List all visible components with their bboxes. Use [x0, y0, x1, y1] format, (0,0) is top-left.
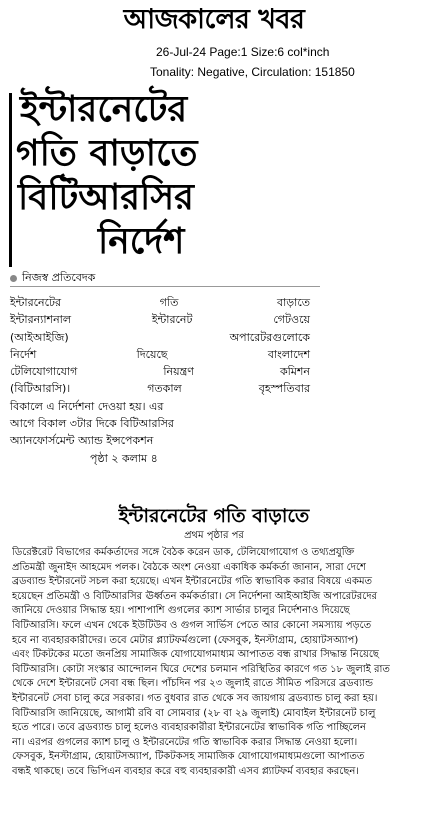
intro-line: নির্দেশ দিয়েছে বাংলাদেশ — [10, 347, 310, 361]
article-intro — [10, 294, 310, 467]
body-line: হতে পারে। তবে ব্রডব্যান্ড চালু হলেও ব্যবহারকারীরা ইন্টারনেটের স্বাভাবিক গতি পাচ্ছিলেন — [12, 722, 366, 734]
body-line: হবে না ব্যবহারকারীদের। তবে মেটার প্ল্যাটফর্মগুলো (ফেসবুক, ইনস্টাগ্রাম, হোয়াটসঅ্যাপ) — [12, 634, 359, 646]
body-line: হয়েছেন প্রতিমন্ত্রী ও বিটিআরসির ঊর্ধ্বতন কর্মকর্তারা। সে নির্দেশনা আইআইজি অপারেটরদের — [12, 590, 378, 602]
bullet-icon — [10, 275, 17, 282]
continuation-note: পৃষ্ঠা ২ কলাম ৪ — [90, 451, 158, 465]
continued-headline: ইন্টারনেটের গতি বাড়াতে — [118, 505, 310, 527]
body-line: জানিয়ে দেওয়ার সিদ্ধান্ত হয়। পাশাপাশি গুগলের ক্যাশ সার্ভার চালুর নির্দেশনাও দিয়েছে — [12, 605, 350, 617]
intro-line: টেলিযোগাযোগ নিয়ন্ত্রণ কমিশন — [10, 365, 310, 379]
body-line: থেকে দেশে ইন্টারনেট সেবা বন্ধ ছিল। পাঁচদিন পর ২৩ জুলাই রাতে সীমিত পরিসরে ব্রডব্যান্ড — [12, 678, 373, 690]
body-line: ইন্টারনেট সেবা চালু করে সরকার। গত বুধবার রাত থেকে সব জায়গায় ব্রডব্যান্ড চালু করা হয়। — [12, 692, 378, 704]
body-line: বিটিআরসি জানিয়েছে, আগামী রবি বা সোমবার (২৮ বা ২৯ জুলাই) মোবাইল ইন্টারনেট চালু — [12, 707, 376, 719]
byline — [10, 271, 95, 284]
body-line: বিটিআরসি। কোটা সংস্কার আন্দোলন ঘিরে দেশের চলমান পরিস্থিতির কারণে গত ১৮ জুলাই রাত — [12, 663, 390, 675]
intro-line: আগে বিকাল ৩টার দিকে বিটিআরসির — [10, 417, 174, 431]
article-headline — [14, 88, 314, 264]
newspaper-logo: আজকালের খবর — [123, 4, 305, 35]
body-line: না। এরপর গুগলের ক্যাশ চালু ও ইন্টারনেটের গতি স্বাভাবিক করার সিদ্ধান্ত নেওয়া হলো। — [12, 736, 358, 748]
intro-line: (আইআইজি) অপারেটরগুলোকে — [10, 330, 310, 344]
body-line: ব্রডব্যান্ড ইন্টারনেট সচল করা হয়েছে। এখন ইন্টারনেটের গতি স্বাভাবিক করার বিষয়ে একমত — [12, 576, 373, 588]
headline-rule — [9, 93, 12, 267]
intro-line: অ্যানফোর্সমেন্ট অ্যান্ড ইন্সপেকশন — [10, 434, 154, 448]
body-line: ডিরেক্টরেট বিভাগের কর্মকর্তাদের সঙ্গে বৈঠক করেন ডাক, টেলিযোগাযোগ ও তথ্যপ্রযুক্তি — [12, 547, 355, 558]
body-line: বন্ধই থাকছে। তবে ভিপিএন ব্যবহার করে বহু ব্যবহারকারী এসব প্ল্যাটফর্ম ব্যবহার করছেন। — [12, 765, 359, 777]
clip-meta-tonality-circulation: Tonality: Negative, Circulation: 151850 — [150, 65, 355, 79]
byline-text: নিজস্ব প্রতিবেদক — [22, 271, 96, 284]
body-line: ফেসবুক, ইনস্টাগ্রাম, হোয়াটসঅ্যাপ, টিকটকসহ সামাজিক যোগাযোগমাধ্যমগুলো আপাতত — [12, 751, 365, 763]
intro-line: (বিটিআরসি)। গতকাল বৃহস্পতিবার — [10, 382, 310, 396]
body-line: এবং টিকটকের মতো জনপ্রিয় সামাজিক যোগাযোগমাধ্যম আপাতত বন্ধ রাখার সিদ্ধান্ত নিয়েছে — [12, 649, 379, 661]
continued-subhead: প্রথম পৃষ্ঠার পর — [184, 530, 244, 541]
headline-line: গতি বাড়াতে — [16, 133, 198, 174]
body-line: বিটিআরসি। ফলে এখন থেকে ইউটিউব ও গুগল সার্ভিস পেতে আর কোনো সমস্যায় পড়তে — [12, 619, 372, 631]
newspaper-masthead — [0, 0, 428, 40]
headline-line: নির্দেশ — [98, 221, 185, 262]
continued-body — [12, 546, 418, 780]
divider — [10, 286, 320, 287]
clip-meta-date-page: 26-Jul-24 Page:1 Size:6 col*inch — [156, 45, 330, 59]
intro-line: ইন্টারন্যাশনাল ইন্টারনেট গেটওয়ে — [10, 313, 310, 327]
headline-line: বিটিআরসির — [18, 177, 194, 218]
body-line: প্রতিমন্ত্রী জুনাইদ আহমেদ পলক। বৈঠকে অংশ নেওয়া একাধিক কর্মকর্তা জানান, সারা দেশে — [12, 561, 366, 573]
headline-line: ইন্টারনেটের — [20, 89, 188, 130]
intro-line: বিকালে এ নির্দেশনা দেওয়া হয়। এর — [10, 399, 164, 413]
intro-line: ইন্টারনেটের গতি বাড়াতে — [10, 296, 310, 309]
